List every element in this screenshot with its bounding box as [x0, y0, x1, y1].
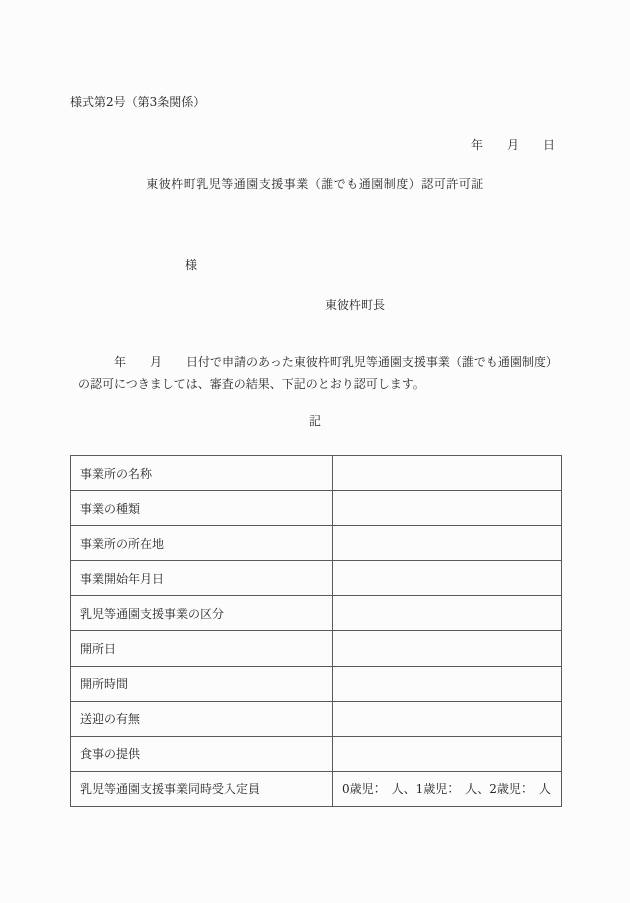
field-value-cell [333, 456, 562, 491]
field-label-cell: 乳児等通園支援事業の区分 [71, 596, 333, 631]
field-value-cell [333, 701, 562, 736]
field-value-cell [333, 666, 562, 701]
form-number: 様式第2号（第3条関係） [70, 95, 206, 109]
field-label-cell: 事業所の所在地 [71, 526, 333, 561]
table-row [71, 631, 562, 666]
approval-details-table [70, 455, 562, 807]
field-label-cell: 事業所の名称 [71, 456, 333, 491]
field-label-cell: 乳児等通園支援事業同時受入定員 [71, 771, 333, 806]
field-value-cell [333, 526, 562, 561]
table-row [71, 596, 562, 631]
table-row [71, 561, 562, 596]
table-row [71, 666, 562, 701]
field-label-cell: 送迎の有無 [71, 701, 333, 736]
field-label-cell: 開所時間 [71, 666, 333, 701]
table-row [71, 491, 562, 526]
field-value-cell [333, 631, 562, 666]
field-value-cell [333, 596, 562, 631]
addressee-honorific: 様 [185, 258, 198, 272]
table-row [71, 701, 562, 736]
field-value-cell [333, 736, 562, 771]
field-label-cell: 事業開始年月日 [71, 561, 333, 596]
field-value-cell [333, 491, 562, 526]
table-row [71, 771, 562, 806]
field-label-cell: 開所日 [71, 631, 333, 666]
field-value-cell [333, 561, 562, 596]
table-row [71, 526, 562, 561]
body-line-1: 年 月 日付で申請のあった東彼杵町乳児等通園支援事業（誰でも通園制度） [78, 355, 558, 369]
field-label-cell: 食事の提供 [71, 736, 333, 771]
section-marker-ki: 記 [308, 414, 321, 428]
issue-date-line: 年 月 日 [470, 138, 555, 152]
table-row [71, 736, 562, 771]
document-title: 東彼杵町乳児等通園支援事業（誰でも通園制度）認可許可証 [146, 177, 484, 191]
field-value-cell: 0歳児： 人、1歳児： 人、2歳児： 人 [333, 771, 562, 806]
issuer-title: 東彼杵町長 [325, 298, 386, 312]
body-line-2: の認可につきましては、審査の結果、下記のとおり認可します。 [78, 377, 425, 391]
field-label-cell: 事業の種類 [71, 491, 333, 526]
body-paragraph [78, 351, 570, 395]
table-row [71, 456, 562, 491]
